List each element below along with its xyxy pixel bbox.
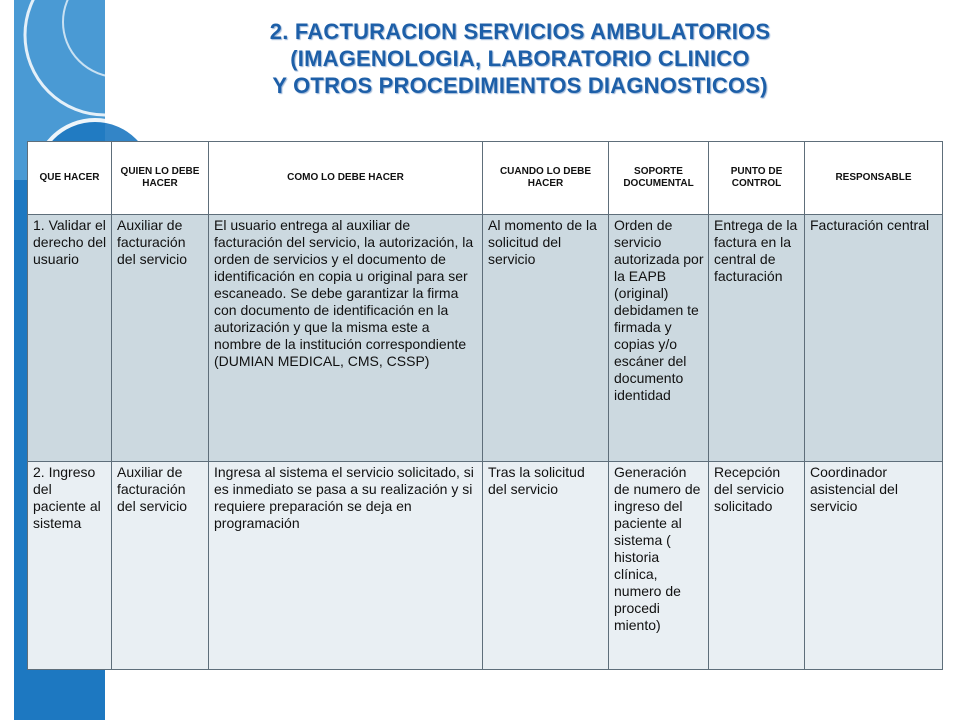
cell-que-hacer: 1. Validar el derecho del usuario bbox=[28, 215, 112, 462]
header-responsable: RESPONSABLE bbox=[805, 142, 943, 215]
cell-que-hacer: 2. Ingreso del paciente al sistema bbox=[28, 462, 112, 670]
cell-responsable: Facturación central bbox=[805, 215, 943, 462]
cell-cuando: Tras la solicitud del servicio bbox=[483, 462, 609, 670]
cell-quien: Auxiliar de facturación del servicio bbox=[112, 215, 209, 462]
header-soporte-documental: SOPORTE DOCUMENTAL bbox=[609, 142, 709, 215]
header-punto-de-control: PUNTO DE CONTROL bbox=[709, 142, 805, 215]
table-header-row bbox=[28, 142, 943, 215]
cell-responsable: Coordinador asistencial del servicio bbox=[805, 462, 943, 670]
header-quien-lo-debe-hacer: QUIEN LO DEBE HACER bbox=[112, 142, 209, 215]
cell-punto-control: Entrega de la factura en la central de facturación bbox=[709, 215, 805, 462]
header-que-hacer: QUE HACER bbox=[28, 142, 112, 215]
cell-quien: Auxiliar de facturación del servicio bbox=[112, 462, 209, 670]
table-row bbox=[28, 215, 943, 462]
title-line-1: 2. FACTURACION SERVICIOS AMBULATORIOS bbox=[269, 19, 771, 44]
page-title bbox=[110, 18, 930, 99]
cell-cuando: Al momento de la solicitud del servicio bbox=[483, 215, 609, 462]
table-row bbox=[28, 462, 943, 670]
cell-punto-control: Recepción del servicio solicitado bbox=[709, 462, 805, 670]
cell-soporte: Generación de numero de ingreso del paciente al sistema ( historia clínica, numero de procedi miento) bbox=[609, 462, 709, 670]
title-line-2: (IMAGENOLOGIA, LABORATORIO CLINICO bbox=[290, 46, 750, 71]
title-line-3: Y OTROS PROCEDIMIENTOS DIAGNOSTICOS) bbox=[272, 73, 768, 98]
cell-como: Ingresa al sistema el servicio solicitado, si es inmediato se pasa a su realización y si requiere preparación se deja en programación bbox=[209, 462, 483, 670]
header-cuando-lo-debe-hacer: CUANDO LO DEBE HACER bbox=[483, 142, 609, 215]
cell-soporte: Orden de servicio autorizada por la EAPB (original) debidamen te firmada y copias y/o escáner del documento identidad bbox=[609, 215, 709, 462]
header-como-lo-debe-hacer: COMO LO DEBE HACER bbox=[209, 142, 483, 215]
cell-como: El usuario entrega al auxiliar de facturación del servicio, la autorización, la orden de servicios y el documento de identificación en copia u original para ser escaneado. Se debe garantizar la firma con documento de identificación en la autorización y que la misma este a nombre de la institución correspondiente (DUMIAN MEDICAL, CMS, CSSP) bbox=[209, 215, 483, 462]
process-table bbox=[27, 141, 943, 670]
